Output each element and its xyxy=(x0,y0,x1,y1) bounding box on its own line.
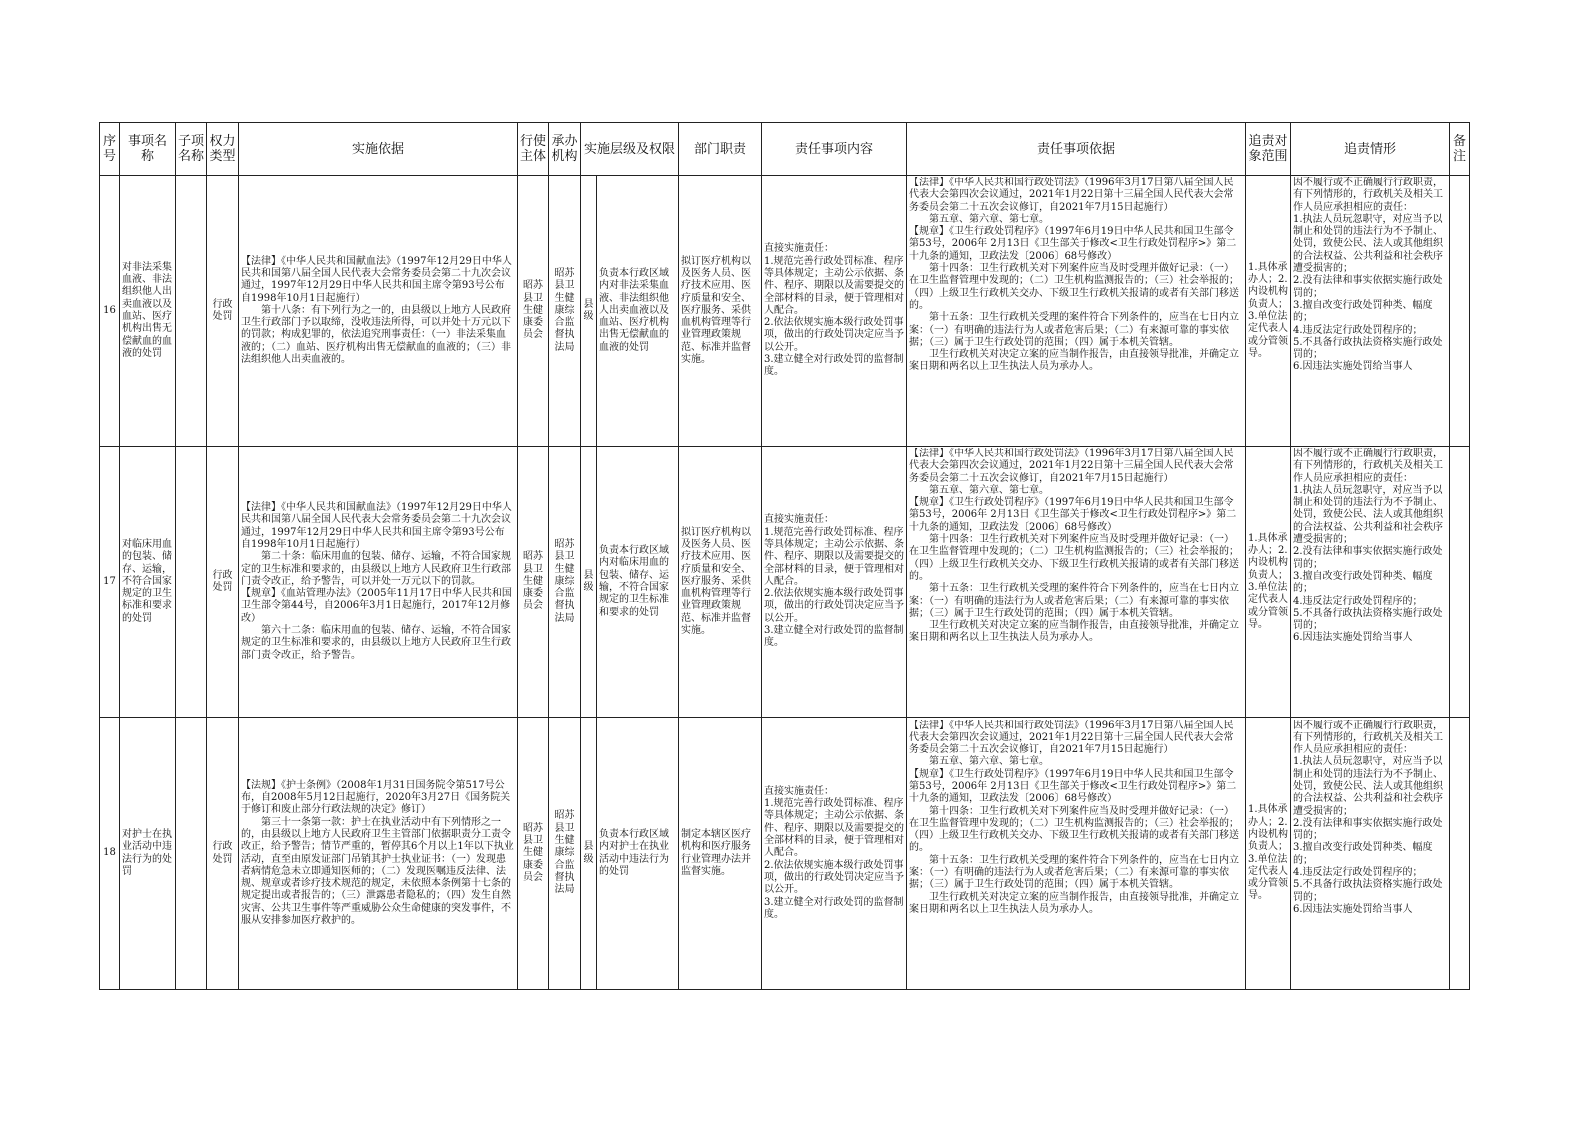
resp-content-cell xyxy=(762,447,907,718)
subject-cell xyxy=(518,176,549,447)
resp-content-paragraph: 3.建立健全对行政处罚的监督制度。 xyxy=(764,625,904,649)
row-no: 16 xyxy=(103,304,116,316)
resp-basis-paragraph: 第五章、第六章、第七章。 xyxy=(929,213,1049,225)
level-cell xyxy=(581,447,597,718)
item-name: 对非法采集血液、非法组织他人出卖血液以及血站、医疗机构出售无偿献血的血液的处罚 xyxy=(122,261,172,359)
resp-basis-paragraph: 卫生行政机关对决定立案的应当制作报告，由直接领导批准，并确定立案日期和两名以上卫生执法人员为承办人。 xyxy=(909,891,1239,915)
accountability-paragraph: 因不履行或不正确履行行政职责，有下列情形的，行政机关及相关工作人员应承担相应的责任： xyxy=(1293,448,1443,484)
resp-basis-paragraph: 第五章、第六章、第七章。 xyxy=(929,756,1049,768)
table-row xyxy=(100,176,1470,447)
item-name-cell xyxy=(120,718,176,990)
accountability-paragraph: 5.不具备行政执法资格实施行政处罚的； xyxy=(1293,336,1443,361)
power-list-table xyxy=(99,122,1470,990)
resp-content-paragraph: 2.依法依规实施本级行政处罚事项，做出的行政处罚决定应当予以公开。 xyxy=(764,317,904,353)
accountability-paragraph: 5.不具备行政执法资格实施行政处罚的； xyxy=(1293,607,1443,632)
scope-cell xyxy=(1246,176,1291,447)
resp-basis-cell xyxy=(907,176,1246,447)
resp-content-text xyxy=(764,448,904,716)
organ: 昭苏县卫生健康综合监督执法局 xyxy=(554,810,575,896)
header-accountability: 追责情形 xyxy=(1291,123,1450,176)
accountability-text xyxy=(1293,177,1447,445)
subject-cell xyxy=(518,718,549,990)
resp-basis-text xyxy=(909,448,1243,716)
resp-content-paragraph: 直接实施责任： xyxy=(764,243,834,255)
accountability-paragraph: 4.违反法定行政处罚程序的； xyxy=(1293,867,1423,879)
scope: 1.具体承办人；2.内设机构负责人；3.单位法定代表人或分管领导。 xyxy=(1248,261,1288,359)
authority-cell xyxy=(597,447,679,718)
row-no: 18 xyxy=(103,847,116,859)
resp-content-paragraph: 1.规范完善行政处罚标准、程序等具体规定；主动公示依据、条件、程序、期限以及需要提交的全部材料的目录，便于管理相对人配合。 xyxy=(764,255,904,316)
resp-basis-paragraph: 第十五条：卫生行政机关受理的案件符合下列条件的，应当在七日内立案：（一）有明确的违法行为人或者危害后果；（二）有来源可靠的事实依据；（三）属于卫生行政处罚的范围；（四）属于本机关管辖。 xyxy=(909,583,1239,619)
resp-basis-paragraph: 第十四条：卫生行政机关对下列案件应当及时受理并做好记录：（一）在卫生监督管理中发现的；（二）卫生机构监测报告的；（三）社会举报的；（四）上级卫生行政机关交办、下级卫生行政机关报请的或者有关部门移送的。 xyxy=(909,263,1239,311)
resp-basis-paragraph: 第十四条：卫生行政机关对下列案件应当及时受理并做好记录：（一）在卫生监督管理中发现的；（二）卫生机构监测报告的；（三）社会举报的；（四）上级卫生行政机关交办、下级卫生行政机关报请的或者有关部门移送的。 xyxy=(909,805,1239,854)
organ: 昭苏县卫生健康综合监督执法局 xyxy=(554,538,575,624)
accountability-paragraph: 因不履行或不正确履行行政职责，有下列情形的，行政机关及相关工作人员应承担相应的责任： xyxy=(1293,177,1443,213)
header-remark: 备注 xyxy=(1450,123,1470,176)
accountability-paragraph: 因不履行或不正确履行行政职责，有下列情形的，行政机关及相关工作人员应承担相应的责任： xyxy=(1293,719,1443,756)
dept-duty-cell xyxy=(679,176,762,447)
basis-text xyxy=(241,177,515,445)
resp-content-cell xyxy=(762,176,907,447)
resp-content-paragraph: 2.依法依规实施本级行政处罚事项，做出的行政处罚决定应当予以公开。 xyxy=(764,859,904,896)
basis-paragraph: 【规章】《血站管理办法》（2005年11月17日中华人民共和国卫生部令第44号，自2006年3月1日起施行，2017年12月修改） xyxy=(241,588,512,624)
organ-cell xyxy=(549,718,581,990)
resp-content-paragraph: 3.建立健全对行政处罚的监督制度。 xyxy=(764,896,904,920)
remark-cell xyxy=(1450,176,1470,447)
header-scope: 追责对象范围 xyxy=(1246,123,1291,176)
resp-basis-paragraph: 第五章、第六章、第七章。 xyxy=(929,484,1049,496)
basis-text xyxy=(241,448,515,716)
authority: 负责本行政区域内对临床用血的包装、储存、运输，不符合国家规定的卫生标准和要求的处罚 xyxy=(599,545,669,618)
basis-cell xyxy=(239,176,518,447)
accountability-cell xyxy=(1291,447,1450,718)
accountability-paragraph: 3.擅自改变行政处罚种类、幅度的； xyxy=(1293,570,1433,595)
resp-basis-cell xyxy=(907,718,1246,990)
authority: 负责本行政区域内对护士在执业活动中违法行为的处罚 xyxy=(599,828,669,877)
item-name: 对护士在执业活动中违法行为的处罚 xyxy=(122,828,172,877)
level-cell xyxy=(581,176,597,447)
resp-basis-text xyxy=(909,720,1243,988)
resp-content-text xyxy=(764,177,904,445)
basis-paragraph: 第十八条：有下列行为之一的，由县级以上地方人民政府卫生行政部门予以取缔，没收违法所得，可以并处十万元以下的罚款；构成犯罪的，依法追究刑事责任：（一）非法采集血液的；（二）血站、医疗机构出售无偿献血的血液的；（三）非法组织他人出卖血液的。 xyxy=(241,304,511,366)
organ-cell xyxy=(549,447,581,718)
basis-paragraph: 第六十二条：临床用血的包装、储存、运输，不符合国家规定的卫生标准和要求的，由县级以上地方人民政府卫生行政部门责令改正，给予警告。 xyxy=(241,625,511,661)
basis-cell xyxy=(239,718,518,990)
level: 县级 xyxy=(583,569,594,593)
accountability-paragraph: 6.因违法实施处罚给当事人 xyxy=(1293,632,1413,644)
dept-duty: 制定本辖区医疗机构和医疗服务行业管理办法并监督实施。 xyxy=(681,828,751,877)
subject: 昭苏县卫生健康委员会 xyxy=(523,551,543,612)
header-resp-content: 责任事项内容 xyxy=(762,123,907,176)
resp-basis-paragraph: 【规章】《卫生行政处罚程序》（1997年6月19日中华人民共和国卫生部令第53号，2006年 2月13日《卫生部关于修改<卫生行政处罚程序>》第二十九条的通知，卫政法发〔2006〕68号修改） xyxy=(909,497,1237,533)
header-resp-basis: 责任事项依据 xyxy=(907,123,1246,176)
header-no: 序号 xyxy=(100,123,120,176)
resp-basis-paragraph: 卫生行政机关对决定立案的应当制作报告，由直接领导批准，并确定立案日期和两名以上卫生执法人员为承办人。 xyxy=(909,620,1239,644)
accountability-paragraph: 3.擅自改变行政处罚种类、幅度的； xyxy=(1293,842,1433,866)
row-no: 17 xyxy=(103,575,116,587)
sub-item-cell xyxy=(176,718,207,990)
level: 县级 xyxy=(583,841,594,865)
power-type-cell xyxy=(207,447,239,718)
authority-cell xyxy=(597,718,679,990)
accountability-cell xyxy=(1291,718,1450,990)
power-type: 行政处罚 xyxy=(212,841,233,865)
resp-basis-paragraph: 卫生行政机关对决定立案的应当制作报告，由直接领导批准，并确定立案日期和两名以上卫生执法人员为承办人。 xyxy=(909,349,1239,373)
header-item-name: 事项名称 xyxy=(120,123,176,176)
resp-content-paragraph: 3.建立健全对行政处罚的监督制度。 xyxy=(764,354,904,378)
authority-cell xyxy=(597,176,679,447)
level-cell xyxy=(581,718,597,990)
level: 县级 xyxy=(583,298,594,322)
dept-duty: 拟订医疗机构以及医务人员、医疗技术应用、医疗质量和安全、医疗服务、采供血机构管理等行业管理政策规范、标准并监督实施。 xyxy=(681,526,751,637)
header-subject: 行使主体 xyxy=(518,123,549,176)
table-row xyxy=(100,718,1470,990)
subject-cell xyxy=(518,447,549,718)
resp-basis-paragraph: 第十五条：卫生行政机关受理的案件符合下列条件的，应当在七日内立案：（一）有明确的违法行为人或者危害后果；（二）有来源可靠的事实依据；（三）属于卫生行政处罚的范围；（四）属于本机关管辖。 xyxy=(909,854,1239,891)
authority: 负责本行政区域内对非法采集血液、非法组织他人出卖血液以及血站、医疗机构出售无偿献血的血液的处罚 xyxy=(599,267,669,353)
accountability-text xyxy=(1293,720,1447,988)
resp-content-paragraph: 1.规范完善行政处罚标准、程序等具体规定；主动公示依据、条件、程序、期限以及需要提交的全部材料的目录，便于管理相对人配合。 xyxy=(764,798,904,859)
resp-basis-cell xyxy=(907,447,1246,718)
basis-cell xyxy=(239,447,518,718)
basis-paragraph: 【法律】《中华人民共和国献血法》（1997年12月29日中华人民共和国第八届全国人民代表大会常务委员会第二十九次会议通过，1997年12月29日中华人民共和国主席令第93号公布 自1998年10月1日起施行） xyxy=(241,255,512,304)
table-row xyxy=(100,447,1470,718)
sub-item-cell xyxy=(176,447,207,718)
item-name-cell xyxy=(120,176,176,447)
resp-content-paragraph: 直接实施责任： xyxy=(764,514,834,526)
row-no-cell xyxy=(100,447,120,718)
accountability-paragraph: 6.因违法实施处罚给当事人 xyxy=(1293,361,1413,373)
scope: 1.具体承办人；2.内设机构负责人；3.单位法定代表人或分管领导。 xyxy=(1248,532,1288,630)
power-type-cell xyxy=(207,718,239,990)
dept-duty: 拟订医疗机构以及医务人员、医疗技术应用、医疗质量和安全、医疗服务、采供血机构管理等行业管理政策规范、标准并监督实施。 xyxy=(681,255,751,366)
table-header-row xyxy=(100,123,1470,176)
scope-cell xyxy=(1246,718,1291,990)
resp-basis-paragraph: 【法律】《中华人民共和国行政处罚法》（1996年3月17日第八届全国人民代表大会第四次会议通过，2021年1月22日第十三届全国人民代表大会常务委员会第二十五次会议修订，自2021年7月15日起施行） xyxy=(909,177,1234,213)
resp-content-paragraph: 2.依法依规实施本级行政处罚事项，做出的行政处罚决定应当予以公开。 xyxy=(764,588,904,624)
resp-content-paragraph: 直接实施责任： xyxy=(764,785,834,797)
resp-content-paragraph: 1.规范完善行政处罚标准、程序等具体规定；主动公示依据、条件、程序、期限以及需要提交的全部材料的目录，便于管理相对人配合。 xyxy=(764,526,904,587)
accountability-paragraph: 2.没有法律和事实依据实施行政处罚的； xyxy=(1293,817,1443,842)
accountability-paragraph: 5.不具备行政执法资格实施行政处罚的； xyxy=(1293,879,1443,903)
organ: 昭苏县卫生健康综合监督执法局 xyxy=(554,267,575,353)
basis-paragraph: 【法规】《护士条例》（2008年1月31日国务院令第517号公布，自2008年5月12日起施行，2020年3月27日《国务院关于修订和废止部分行政法规的决定》修订） xyxy=(241,779,511,816)
scope: 1.具体承办人；2.内设机构负责人；3.单位法定代表人或分管领导。 xyxy=(1248,804,1288,902)
header-dept-duty: 部门职责 xyxy=(679,123,762,176)
accountability-paragraph: 2.没有法律和事实依据实施行政处罚的； xyxy=(1293,275,1443,299)
power-type-cell xyxy=(207,176,239,447)
item-name-cell xyxy=(120,447,176,718)
row-no-cell xyxy=(100,718,120,990)
resp-basis-paragraph: 第十四条：卫生行政机关对下列案件应当及时受理并做好记录：（一）在卫生监督管理中发现的；（二）卫生机构监测报告的；（三）社会举报的；（四）上级卫生行政机关交办、下级卫生行政机关报请的或者有关部门移送的。 xyxy=(909,534,1239,582)
resp-basis-paragraph: 【法律】《中华人民共和国行政处罚法》（1996年3月17日第八届全国人民代表大会第四次会议通过，2021年1月22日第十三届全国人民代表大会常务委员会第二十五次会议修订，自2021年7月15日起施行） xyxy=(909,719,1234,756)
header-sub-item: 子项名称 xyxy=(176,123,207,176)
accountability-paragraph: 4.违反法定行政处罚程序的； xyxy=(1293,595,1423,607)
header-basis: 实施依据 xyxy=(239,123,518,176)
power-type: 行政处罚 xyxy=(212,298,233,322)
accountability-paragraph: 4.违反法定行政处罚程序的； xyxy=(1293,324,1423,336)
basis-paragraph: 【法律】《中华人民共和国献血法》（1997年12月29日中华人民共和国第八届全国人民代表大会常务委员会第二十九次会议通过，1997年12月29日中华人民共和国主席令第93号公布 自1998年10月1日起施行） xyxy=(241,502,512,550)
row-no-cell xyxy=(100,176,120,447)
resp-content-text xyxy=(764,720,904,988)
subject: 昭苏县卫生健康委员会 xyxy=(523,280,543,341)
dept-duty-cell xyxy=(679,447,762,718)
accountability-cell xyxy=(1291,176,1450,447)
resp-content-cell xyxy=(762,718,907,990)
organ-cell xyxy=(549,176,581,447)
item-name: 对临床用血的包装、储存、运输，不符合国家规定的卫生标准和要求的处罚 xyxy=(122,538,172,624)
remark-cell xyxy=(1450,447,1470,718)
header-organ: 承办机构 xyxy=(549,123,581,176)
basis-paragraph: 第三十一条第一款：护士在执业活动中有下列情形之一的，由县级以上地方人民政府卫生主管部门依据职责分工责令改正，给予警告；情节严重的，暂停其6个月以上1年以下执业活动，直至由原发证部门吊销其护士执业证书：（一）发现患者病情危急未立即通知医师的；（二）发现医嘱违反法律、法规、规章或者诊疗技术规范的规定，未依照本条例第十七条的规定提出或者报告的；（三）泄露患者隐私的；（四）发生自然灾害、公共卫生事件等严重威胁公众生命健康的突发事件，不服从安排参加医疗救护的。 xyxy=(241,816,514,926)
header-power-type: 权力类型 xyxy=(207,123,239,176)
resp-basis-paragraph: 【规章】《卫生行政处罚程序》（1997年6月19日中华人民共和国卫生部令第53号，2006年 2月13日《卫生部关于修改<卫生行政处罚程序>》第二十九条的通知，卫政法发〔2006〕68号修改） xyxy=(909,768,1237,805)
scope-cell xyxy=(1246,447,1291,718)
header-level-authority: 实施层级及权限 xyxy=(581,123,679,176)
power-type: 行政处罚 xyxy=(212,569,233,593)
dept-duty-cell xyxy=(679,718,762,990)
accountability-paragraph: 1.执法人员玩忽职守，对应当予以制止和处罚的违法行为不予制止、处罚，致使公民、法人或其他组织的合法权益、公共利益和社会秩序遭受损害的； xyxy=(1293,213,1443,275)
sub-item-cell xyxy=(176,176,207,447)
basis-paragraph: 第二十条：临床用血的包装、储存、运输，不符合国家规定的卫生标准和要求的，由县级以上地方人民政府卫生行政部门责令改正，给予警告，可以并处一万元以下的罚款。 xyxy=(241,551,511,587)
remark-cell xyxy=(1450,718,1470,990)
resp-basis-paragraph: 【规章】《卫生行政处罚程序》（1997年6月19日中华人民共和国卫生部令第53号，2006年 2月13日《卫生部关于修改<卫生行政处罚程序>》第二十九条的通知，卫政法发〔2006〕68号修改） xyxy=(909,226,1237,262)
accountability-text xyxy=(1293,448,1447,716)
accountability-paragraph: 6.因违法实施处罚给当事人 xyxy=(1293,903,1413,915)
accountability-paragraph: 1.执法人员玩忽职守，对应当予以制止和处罚的违法行为不予制止、处罚，致使公民、法人或其他组织的合法权益、公共利益和社会秩序遭受损害的； xyxy=(1293,484,1443,546)
basis-text xyxy=(241,720,515,988)
accountability-paragraph: 1.执法人员玩忽职守，对应当予以制止和处罚的违法行为不予制止、处罚，致使公民、法人或其他组织的合法权益、公共利益和社会秩序遭受损害的； xyxy=(1293,756,1443,817)
resp-basis-text xyxy=(909,177,1243,445)
resp-basis-paragraph: 第十五条：卫生行政机关受理的案件符合下列条件的，应当在七日内立案：（一）有明确的违法行为人或者危害后果；（二）有来源可靠的事实依据；（三）属于卫生行政处罚的范围；（四）属于本机关管辖。 xyxy=(909,312,1239,348)
resp-basis-paragraph: 【法律】《中华人民共和国行政处罚法》（1996年3月17日第八届全国人民代表大会第四次会议通过，2021年1月22日第十三届全国人民代表大会常务委员会第二十五次会议修订，自2021年7月15日起施行） xyxy=(909,448,1234,484)
subject: 昭苏县卫生健康委员会 xyxy=(523,822,543,883)
accountability-paragraph: 2.没有法律和事实依据实施行政处罚的； xyxy=(1293,546,1443,570)
accountability-paragraph: 3.擅自改变行政处罚种类、幅度的； xyxy=(1293,299,1433,324)
